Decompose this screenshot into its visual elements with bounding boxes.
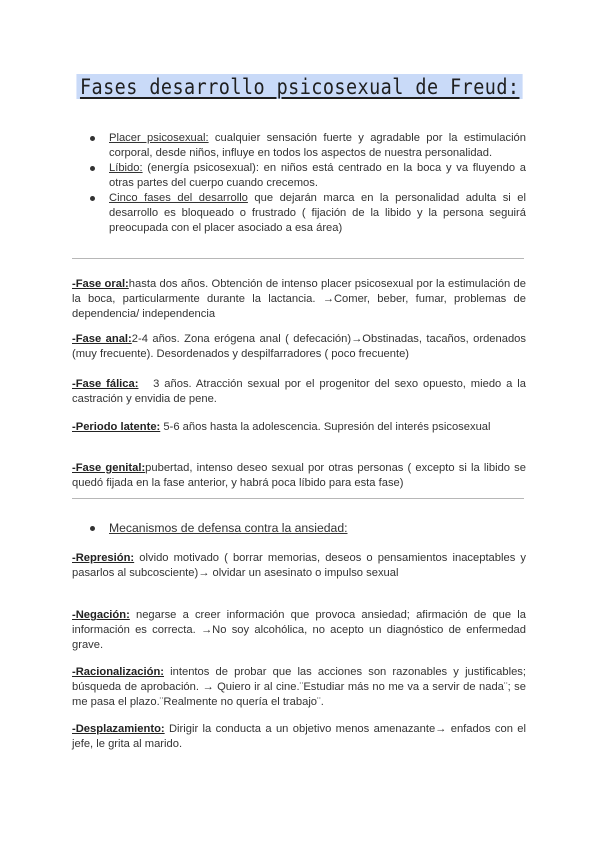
phase-term: -Fase genital: — [72, 462, 146, 474]
mechanism-text: olvido motivado ( borrar memorias, deseos o pensamientos inaceptables y pasarlos al subcosciente)→ olvidar un asesinato o impulso sexual — [72, 552, 526, 579]
title-container — [0, 74, 600, 99]
divider — [72, 258, 524, 259]
mechanism-text: negarse a creer información que provoca ansiedad; afirmación de que la información es correcta. →No soy alcohólica, no acepto un diagnóstico de enfermedad grave. — [72, 609, 526, 651]
bullet-libido — [90, 161, 526, 191]
phase-term: -Periodo latente: — [72, 421, 161, 433]
bullet-term: Líbido: — [109, 162, 143, 174]
phase-term: -Fase oral: — [72, 278, 129, 290]
page-title: Fases desarrollo psicosexual de Freud: — [77, 74, 524, 99]
bullet-dot-icon — [90, 196, 95, 201]
mechanism-represion — [72, 551, 526, 581]
phase-text: hasta dos años. Obtención de intenso placer psicosexual por la estimulación de la boca, particularmente durante la lactancia. →Comer, beber, fumar, problemas de dependencia/ independencia — [72, 278, 526, 320]
phase-term: -Fase anal: — [72, 333, 132, 345]
bullet-text: cualquier sensación fuerte y agradable por la estimulación corporal, desde niños, influye en todos los aspectos de nuestra personalidad. — [109, 132, 526, 159]
bullet-dot-icon — [90, 166, 95, 171]
bullet-cinco-fases — [90, 191, 526, 236]
phase-genital — [72, 461, 526, 491]
mechanism-racionalizacion — [72, 665, 526, 710]
mechanisms-heading: Mecanismos de defensa contra la ansiedad: — [109, 521, 348, 535]
phase-text: pubertad, intenso deseo sexual por otras personas ( excepto si la libido se quedó fijada en la fase anterior, y habrá poca líbido para esta fase) — [72, 462, 526, 489]
bullet-dot-icon — [90, 526, 95, 531]
mechanism-text: Dirigir la conducta a un objetivo menos amenazante→ enfados con el jefe, le grita al marido. — [72, 723, 526, 750]
bullet-text: (energía psicosexual): en niños está centrado en la boca y va fluyendo a otras partes del cuerpo cuando crecemos. — [109, 162, 526, 189]
mechanism-term: -Desplazamiento: — [72, 723, 165, 735]
phase-oral — [72, 277, 526, 322]
phase-term: -Fase fálica: — [72, 378, 139, 390]
mechanism-desplazamiento — [72, 722, 526, 752]
bullet-term: Placer psicosexual: — [109, 132, 209, 144]
bullet-dot-icon — [90, 136, 95, 141]
mechanism-negacion — [72, 608, 526, 653]
phase-text: 3 años. Atracción sexual por el progenitor del sexo opuesto, miedo a la castración y envidia de pene. — [72, 378, 530, 405]
bullet-placer-psicosexual — [90, 131, 526, 161]
mechanisms-heading-bullet — [90, 520, 347, 536]
divider — [72, 498, 524, 499]
phase-anal — [72, 332, 526, 362]
phase-text: 2-4 años. Zona erógena anal ( defecación)→Obstinadas, tacaños, ordenados (muy frecuente). Desordenados y despilfarradores ( poco frecuente) — [72, 333, 526, 360]
mechanism-term: -Racionalización: — [72, 666, 165, 678]
mechanism-term: -Negación: — [72, 609, 130, 621]
mechanism-term: -Represión: — [72, 552, 135, 564]
phase-falica — [72, 377, 530, 407]
bullet-text: que dejarán marca en la personalidad adulta si el desarrollo es bloqueado o frustrado ( fijación de la libido y la persona seguirá preocupada con el placer asociado a esa área) — [109, 192, 526, 234]
intro-bullet-list — [90, 131, 526, 236]
phase-text: 5-6 años hasta la adolescencia. Supresión del interés psicosexual — [160, 421, 491, 433]
bullet-term: Cinco fases del desarrollo — [109, 192, 248, 204]
phase-latente — [72, 420, 526, 435]
mechanism-text: intentos de probar que las acciones son razonables y justificables; búsqueda de aprobación. → Quiero ir al cine.¨Estudiar más no me va a servir de nada¨; se me pasa el plazo.¨Realmente no quería el trabajo¨. — [72, 666, 526, 708]
